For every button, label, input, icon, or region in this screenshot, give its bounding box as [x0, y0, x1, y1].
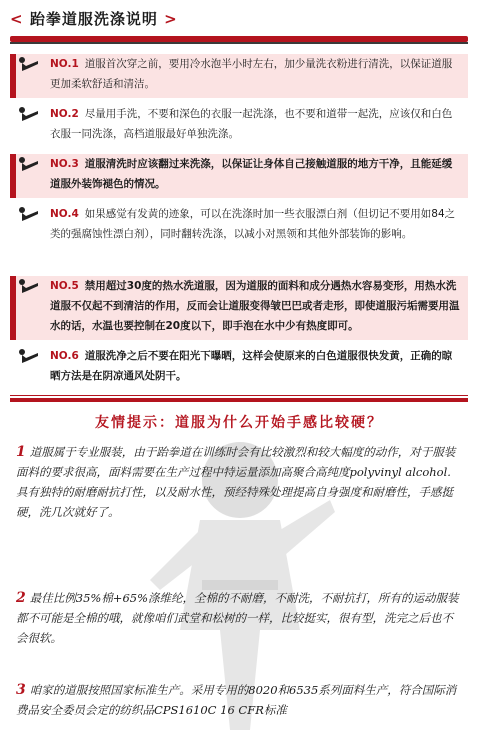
- page-title: [10, 8, 178, 29]
- item-text: 如果感觉有发黄的迹象，可以在洗涤时加一些衣服漂白剂（但切记不要用如84之类的强腐蚀性漂白剂），同时翻转洗涤，以减小对黑领和其他外部装饰的影响。: [50, 208, 456, 240]
- item-text: 道服洗净之后不要在阳光下曝晒，这样会使原来的白色道服很快发黄，正确的晾晒方法是在阴凉通风处阴干。: [50, 350, 453, 382]
- wash-item-2: [10, 104, 468, 148]
- item-text: 道服清洗时应该翻过来洗涤，以保证让身体自己接触道服的地方干净，且能延缓道服外装饰褪色的情况。: [50, 158, 453, 190]
- item-text: 尽量用手洗，不要和深色的衣服一起洗涤，也不要和道带一起洗，应该仅和白色衣服一同洗涤，高档道服最好单独洗涤。: [50, 108, 453, 140]
- kick-icon: [16, 206, 40, 222]
- tip-title: 友情提示：道服为什么开始手感比较硬？: [95, 415, 383, 431]
- wash-item-1: [10, 54, 468, 98]
- kick-icon: [16, 348, 40, 364]
- wash-item-6: [10, 346, 468, 390]
- tip-text: 咱家的道服按照国家标准生产。采用专用的8020和6535系列面料生产，符合国际消费品安全委员会定的纺织品CPS1610C 16 CFR标准: [16, 683, 457, 717]
- kick-icon: [16, 56, 40, 72]
- item-number: NO.2: [50, 108, 79, 120]
- tip-text: 最佳比例35%棉+65%涤维纶，全棉的不耐磨，不耐洗，不耐抗打，所有的运动服装都不可能是全棉的哦，就像咱们武堂和松树的一样，比较挺实，很有型，洗完之后也不会很软。: [16, 591, 459, 645]
- chevron-left-icon: <: [10, 10, 24, 28]
- kick-icon: [16, 156, 40, 172]
- tip-section: [10, 402, 468, 756]
- chevron-right-icon: >: [164, 10, 178, 28]
- kick-icon: [16, 106, 40, 122]
- tip-paragraph-3: [16, 680, 462, 720]
- item-number: NO.6: [50, 350, 79, 362]
- tip-number: 2: [16, 590, 26, 606]
- item-text: 道服首次穿之前，要用冷水泡半小时左右，加少量洗衣粉进行清洗，以保证道服更加柔软舒适和清洁。: [50, 58, 453, 90]
- item-number: NO.3: [50, 158, 79, 170]
- wash-item-3: [10, 154, 468, 198]
- item-number: NO.5: [50, 280, 79, 292]
- item-number: NO.4: [50, 208, 79, 220]
- wash-item-4: [10, 204, 468, 268]
- tip-number: 3: [16, 682, 26, 698]
- header-bar: [10, 36, 468, 42]
- wash-item-5: [10, 276, 468, 340]
- page-title-text: 跆拳道服洗涤说明: [29, 10, 158, 28]
- item-text: 禁用超过30度的热水洗道服，因为道服的面料和成分遇热水容易变形，用热水洗道服不仅起不到清洁的作用，反而会让道服变得皱巴巴或者走形，即使道服污垢需要用温水的话，水温也要控制在20度以下，即手泡在水中少有热度即可。: [50, 280, 460, 332]
- tip-paragraph-2: [16, 588, 462, 648]
- tip-text: 道服属于专业服装，由于跆拳道在训练时会有比较激烈和较大幅度的动作，对于服装面料的要求很高，面料需要在生产过程中特运量添加高聚合高纯度polyvinyl alcohol.具有独特的耐磨耐抗打性，以及耐水性，预经特殊处理提高自身强度和耐磨性，手感挺硬，洗几次就好了。: [16, 445, 456, 519]
- tip-number: 1: [16, 444, 26, 460]
- item-number: NO.1: [50, 58, 79, 70]
- tip-paragraph-1: [16, 442, 462, 522]
- page-header: [0, 0, 480, 40]
- kick-icon: [16, 278, 40, 294]
